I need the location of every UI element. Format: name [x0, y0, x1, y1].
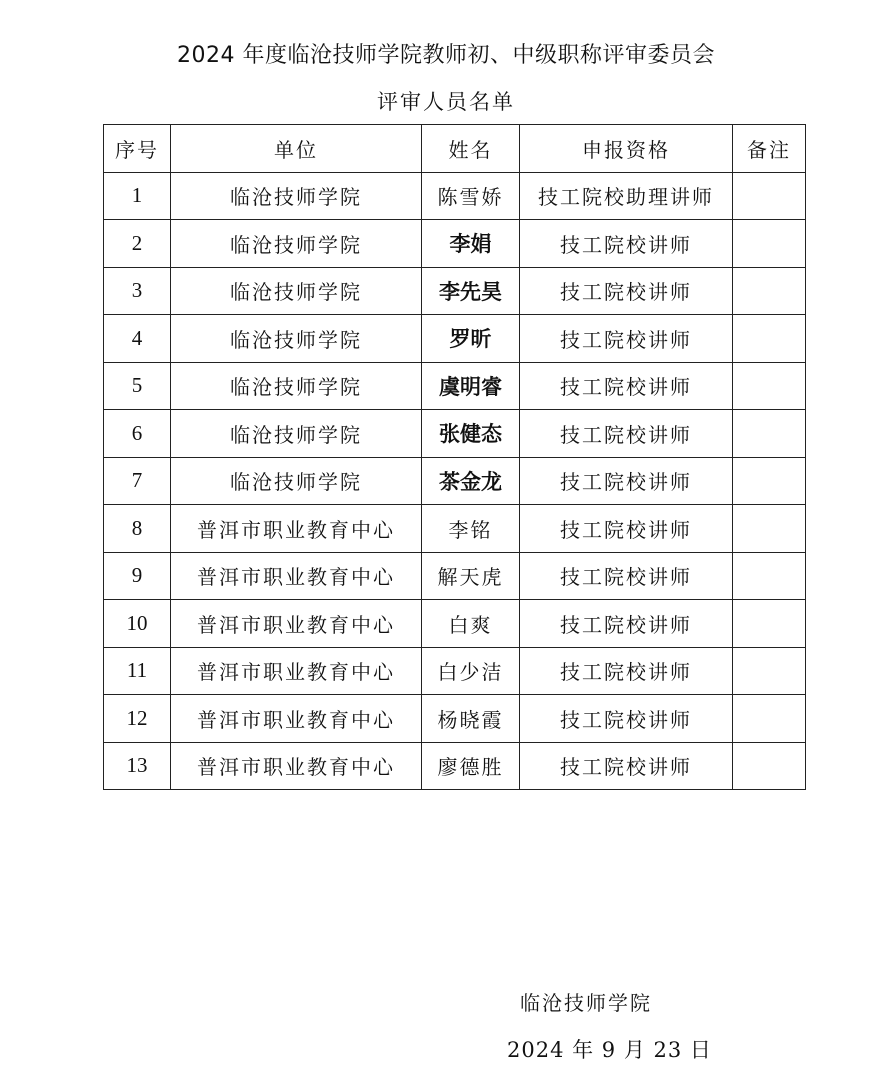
cell-qualification: 技工院校讲师 [520, 505, 733, 553]
cell-seq: 2 [104, 220, 171, 268]
header-seq: 序号 [104, 125, 171, 173]
cell-name: 罗昕 [422, 315, 520, 363]
document-subtitle: 评审人员名单 [377, 90, 515, 114]
table-row [104, 742, 806, 790]
cell-remark [733, 457, 806, 505]
table-row [104, 267, 806, 315]
cell-unit: 临沧技师学院 [171, 362, 422, 410]
cell-remark [733, 172, 806, 220]
cell-seq: 8 [104, 505, 171, 553]
cell-remark [733, 267, 806, 315]
table-row [104, 172, 806, 220]
cell-name: 李娟 [422, 220, 520, 268]
cell-name: 虞明睿 [422, 362, 520, 410]
cell-qualification: 技工院校助理讲师 [520, 172, 733, 220]
cell-unit: 普洱市职业教育中心 [171, 600, 422, 648]
cell-remark [733, 362, 806, 410]
cell-seq: 10 [104, 600, 171, 648]
cell-remark [733, 647, 806, 695]
cell-name: 白少洁 [422, 647, 520, 695]
cell-seq: 6 [104, 410, 171, 458]
cell-name: 李铭 [422, 505, 520, 553]
cell-name: 白爽 [422, 600, 520, 648]
cell-remark [733, 742, 806, 790]
cell-remark [733, 410, 806, 458]
cell-remark [733, 695, 806, 743]
cell-unit: 普洱市职业教育中心 [171, 505, 422, 553]
table-row [104, 410, 806, 458]
cell-qualification: 技工院校讲师 [520, 552, 733, 600]
cell-qualification: 技工院校讲师 [520, 742, 733, 790]
cell-qualification: 技工院校讲师 [520, 315, 733, 363]
header-qualification: 申报资格 [520, 125, 733, 173]
cell-seq: 7 [104, 457, 171, 505]
table-row [104, 600, 806, 648]
cell-qualification: 技工院校讲师 [520, 695, 733, 743]
table-row [104, 220, 806, 268]
cell-seq: 13 [104, 742, 171, 790]
table-row [104, 647, 806, 695]
cell-seq: 11 [104, 647, 171, 695]
cell-seq: 12 [104, 695, 171, 743]
cell-qualification: 技工院校讲师 [520, 410, 733, 458]
header-unit: 单位 [171, 125, 422, 173]
reviewer-table [103, 124, 806, 790]
cell-name: 廖德胜 [422, 742, 520, 790]
cell-seq: 9 [104, 552, 171, 600]
table-body [104, 172, 806, 790]
table-row [104, 552, 806, 600]
cell-unit: 普洱市职业教育中心 [171, 647, 422, 695]
cell-name: 茶金龙 [422, 457, 520, 505]
cell-name: 陈雪娇 [422, 172, 520, 220]
cell-unit: 临沧技师学院 [171, 410, 422, 458]
table-row [104, 457, 806, 505]
cell-unit: 临沧技师学院 [171, 315, 422, 363]
cell-unit: 临沧技师学院 [171, 457, 422, 505]
cell-unit: 普洱市职业教育中心 [171, 552, 422, 600]
cell-qualification: 技工院校讲师 [520, 647, 733, 695]
table-row [104, 315, 806, 363]
cell-unit: 普洱市职业教育中心 [171, 695, 422, 743]
cell-qualification: 技工院校讲师 [520, 220, 733, 268]
cell-unit: 临沧技师学院 [171, 267, 422, 315]
table-header-row [104, 125, 806, 173]
signature-date: 2024 年 9 月 23 日 [507, 1038, 712, 1062]
table-row [104, 695, 806, 743]
cell-remark [733, 552, 806, 600]
table-row [104, 362, 806, 410]
cell-seq: 5 [104, 362, 171, 410]
header-remark: 备注 [733, 125, 806, 173]
cell-qualification: 技工院校讲师 [520, 600, 733, 648]
cell-seq: 4 [104, 315, 171, 363]
cell-remark [733, 220, 806, 268]
cell-name: 李先昊 [422, 267, 520, 315]
cell-name: 张健态 [422, 410, 520, 458]
header-name: 姓名 [422, 125, 520, 173]
cell-seq: 3 [104, 267, 171, 315]
cell-name: 杨晓霞 [422, 695, 520, 743]
document-title: 2024 年度临沧技师学院教师初、中级职称评审委员会 [177, 43, 715, 68]
cell-seq: 1 [104, 172, 171, 220]
cell-qualification: 技工院校讲师 [520, 362, 733, 410]
cell-remark [733, 600, 806, 648]
cell-qualification: 技工院校讲师 [520, 457, 733, 505]
cell-qualification: 技工院校讲师 [520, 267, 733, 315]
table-row [104, 505, 806, 553]
signature-organization: 临沧技师学院 [520, 991, 652, 1015]
cell-unit: 临沧技师学院 [171, 172, 422, 220]
cell-name: 解天虎 [422, 552, 520, 600]
cell-remark [733, 315, 806, 363]
cell-unit: 临沧技师学院 [171, 220, 422, 268]
cell-unit: 普洱市职业教育中心 [171, 742, 422, 790]
cell-remark [733, 505, 806, 553]
